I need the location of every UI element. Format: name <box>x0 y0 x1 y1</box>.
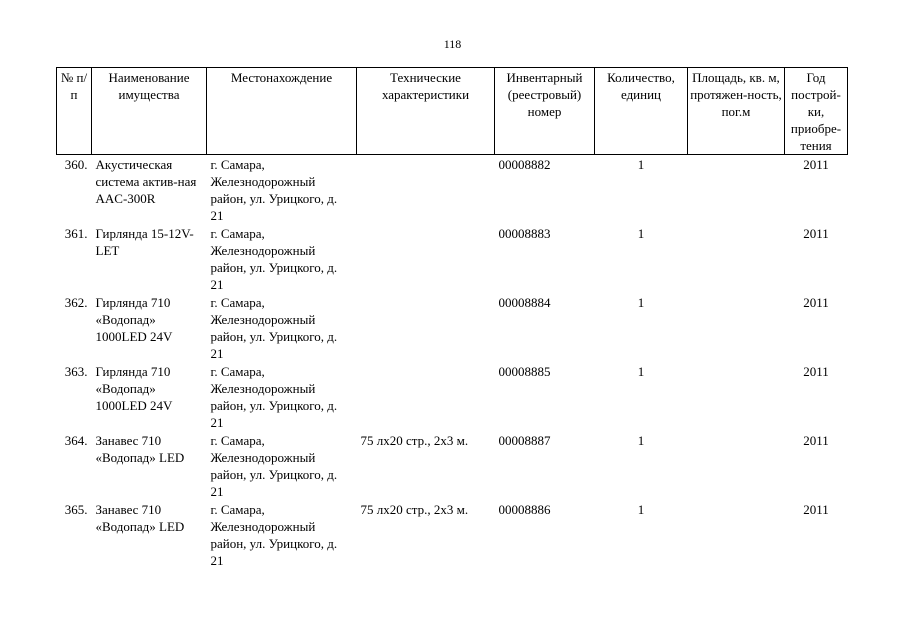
row-inventory: 00008886 <box>498 502 551 517</box>
row-num: 361. <box>64 226 88 241</box>
row-inventory: 00008887 <box>498 433 551 448</box>
row-year: 2011 <box>803 157 829 172</box>
row-num: 365. <box>64 502 88 517</box>
table-row <box>57 362 848 431</box>
table-row <box>57 500 848 569</box>
table-row <box>57 155 848 225</box>
row-quantity: 1 <box>637 295 645 310</box>
table-header-row <box>57 68 848 155</box>
row-area <box>688 500 785 569</box>
header-year: Год построй-ки, приобре-тения <box>785 68 848 155</box>
row-num: 363. <box>64 364 88 379</box>
row-year: 2011 <box>803 295 829 310</box>
header-quantity: Количество, единиц <box>595 68 688 155</box>
row-year: 2011 <box>803 226 829 241</box>
row-location: г. Самара, Железнодорожный район, ул. Урицкого, д. 21 <box>210 502 338 568</box>
row-inventory: 00008884 <box>498 295 551 310</box>
table-row <box>57 224 848 293</box>
property-registry-table <box>56 67 848 569</box>
header-name: Наименование имущества <box>92 68 207 155</box>
row-tech: 75 лх20 стр., 2х3 м. <box>360 433 469 448</box>
header-inventory: Инвентарный (реестровый) номер <box>495 68 595 155</box>
row-area <box>688 224 785 293</box>
row-location: г. Самара, Железнодорожный район, ул. Урицкого, д. 21 <box>210 433 338 499</box>
row-inventory: 00008885 <box>498 364 551 379</box>
row-tech <box>357 155 495 225</box>
row-num: 364. <box>64 433 88 448</box>
row-name: Акустическая система актив-ная AAC-300R <box>95 157 197 206</box>
row-area <box>688 155 785 225</box>
row-tech <box>357 293 495 362</box>
page-number: 118 <box>443 37 462 51</box>
row-inventory: 00008882 <box>498 157 551 172</box>
table-row <box>57 293 848 362</box>
row-name: Гирлянда 15-12V-LET <box>95 226 194 258</box>
table-row <box>57 431 848 500</box>
row-quantity: 1 <box>637 364 645 379</box>
row-name: Занавес 710 «Водопад» LED <box>95 433 185 465</box>
header-area: Площадь, кв. м, протяжен-ность, пог.м <box>688 68 785 155</box>
row-quantity: 1 <box>637 226 645 241</box>
row-area <box>688 293 785 362</box>
table-header <box>57 68 848 155</box>
row-num: 362. <box>64 295 88 310</box>
row-num: 360. <box>64 157 88 172</box>
row-year: 2011 <box>803 433 829 448</box>
row-location: г. Самара, Железнодорожный район, ул. Урицкого, д. 21 <box>210 364 338 430</box>
row-location: г. Самара, Железнодорожный район, ул. Урицкого, д. 21 <box>210 295 338 361</box>
row-quantity: 1 <box>637 433 645 448</box>
row-name: Занавес 710 «Водопад» LED <box>95 502 185 534</box>
row-area <box>688 431 785 500</box>
row-location: г. Самара, Железнодорожный район, ул. Урицкого, д. 21 <box>210 157 338 223</box>
header-location: Местонахождение <box>207 68 357 155</box>
row-location: г. Самара, Железнодорожный район, ул. Урицкого, д. 21 <box>210 226 338 292</box>
row-tech: 75 лх20 стр., 2х3 м. <box>360 502 469 517</box>
row-inventory: 00008883 <box>498 226 551 241</box>
table-body <box>57 155 848 570</box>
row-name: Гирлянда 710 «Водопад» 1000LED 24V <box>95 364 173 413</box>
row-year: 2011 <box>803 364 829 379</box>
row-quantity: 1 <box>637 502 645 517</box>
row-tech <box>357 362 495 431</box>
row-quantity: 1 <box>637 157 645 172</box>
row-year: 2011 <box>803 502 829 517</box>
row-tech <box>357 224 495 293</box>
header-num: № п/п <box>57 68 92 155</box>
header-tech: Технические характеристики <box>357 68 495 155</box>
row-name: Гирлянда 710 «Водопад» 1000LED 24V <box>95 295 173 344</box>
row-area <box>688 362 785 431</box>
